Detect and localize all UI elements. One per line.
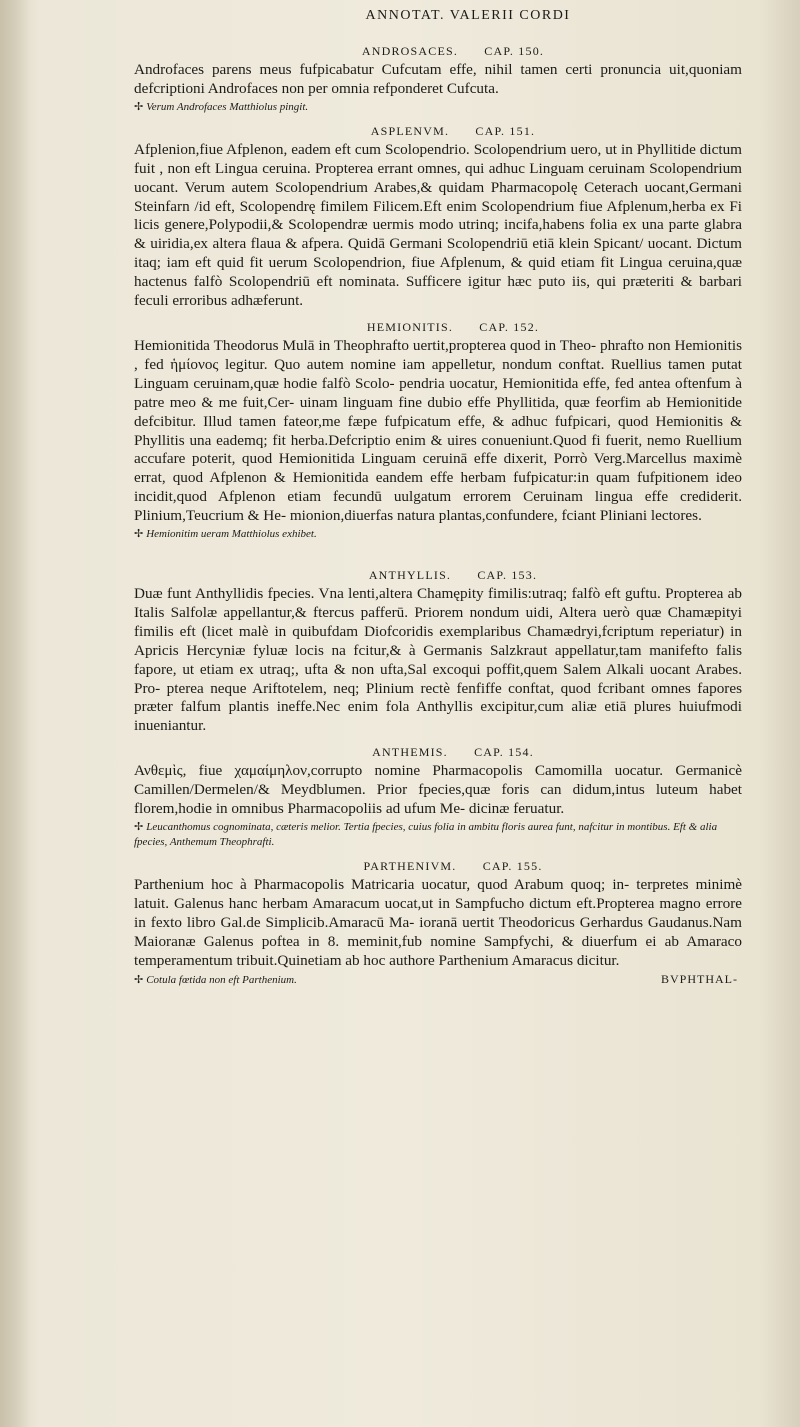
section-title: PARTHENIVM. [363, 859, 457, 873]
section-androsaces [134, 44, 742, 115]
chapter-number: CAP. 153. [477, 568, 538, 583]
marginal-note [134, 820, 742, 850]
section-heading [134, 568, 742, 583]
section-text: Parthenium hoc à Pharmacopolis Matricaria uocatur, quod Arabum quoq; in- terpretes minimè latuit. Galenus hanc herbam Amaracum uocat,ut in Sampfucho dictum eft.Propterea magno errore in fexto libro Gal.de Simplicib.Amaracū Ma- ioranā uertit Theodoricus Gerhardus Gaudanus.Nam Maioranæ Galenus poftea in 8. meminit,fub nomine Sampfychi, & diuerfum ei ab Amaraco temperamentum tribuit.Quinetiam ab hoc authore Parthenium Amaracus dicitur. [134, 876, 742, 969]
note-text: Leucanthomus cognominata, cæteris melior. Tertia fpecies, cuius folia in ambitu floris aurea funt, nafcitur in montibus. Eft & alia fpecies, Anthemum Theophrafti. [134, 821, 718, 848]
section-heading [134, 320, 742, 335]
chapter-number: CAP. 152. [479, 319, 540, 334]
section-text: Ανθεμὶς, fiue χαμαίμηλον,corrupto nomine Pharmacopolis Camomilla uocatur. Germanicè Camillen/Dermelen/& Meydblumen. Prior fpecies,quæ foris can didum,intus luteum habet florem,hodie in omnibus Pharmacopoliis ad ufum Me- dicinæ feruatur. [134, 762, 742, 818]
chapter-number: CAP. 154. [474, 745, 534, 760]
chapter-number: CAP. 151. [475, 123, 536, 138]
section-heading [134, 859, 742, 874]
section-hemionitis [134, 320, 742, 542]
section-heading [134, 124, 742, 139]
running-head: ANNOTAT. VALERII CORDI [365, 8, 571, 23]
section-text: Hemionitida Theodorus Mulā in Theophrafto uertit,propterea quod in Theo- phrafto non Hemionitis , fed ἡμίονος legitur. Quo autem nomine iam appelletur, nondum conftat. Ruellius tamen putat Linguam ceruinam,quæ hodie falfò Scolo- pendria uocatur, Hemionitida effe, fed antea oftenfum à patre meo & me fuit,Cer- uinam linguam fine dubio effe Phyllitida, quæ feorfim ab Hemionitide defcibitur. Illud tamen fateor,me fæpe fufpicatum effe, & adhuc fufpicari, quod Hemionitis & Phyllitis una eademq; fit herba.Defcriptio enim & uires conueniunt.Quod fi fuerit, nemo Ruellium accufare poterit, quod Hemionitida Linguam ceruinā effe dixerit, Porrò Verg.Marcellus maximè errat, quod Afplenon & Hemionitida eandem effe herbam fufpicatur:in quam fufpitionem ideo incidit,quod Afplenon etiam fecundū uulgatum errorem Ceruinam lingua effe crediderit. Plinium,Teucrium & He- mionion,diuerfas natura plantas,confundere, fciant Pliniani lectores. [134, 336, 742, 525]
section-title: ANDROSACES. [361, 44, 459, 58]
section-text: Androfaces parens meus fufpicabatur Cufcutam effe, nihil tamen certi pronuncia uit,quoniam defcriptioni Androfaces non per omnia refponderet Cufcuta. [134, 61, 742, 97]
chapter-number: CAP. 150. [484, 44, 545, 58]
section-title: HEMIONITIS. [366, 319, 454, 334]
section-anthyllis [134, 568, 742, 736]
section-title: ANTHYLLIS. [368, 568, 452, 583]
cross-star-icon: ✢ [134, 973, 144, 986]
page-spine-shadow [0, 0, 30, 1427]
note-text: Cotula fœtida non eft Parthenium. [146, 973, 297, 986]
section-text: Afplenion,fiue Afplenon, eadem eft cum Scolopendrio. Scolopendrium uero, ut in Phyllitide dictum fuit , non eft Lingua ceruina. Propterea errant omnes, qui adhuc Linguam ceruinam Scolopendrium uocant. Verum autem Scolopendrium Arabes,& quidam Pharmacopolę Ceterach uocant,Germani Steinfarn /id eft, Scolopendrę fimilem Filicem.Eft enim Scolopendrium fiue Afplenum,herba ex Fi licis genere,Polypodii,& Scolopendræ uermis modo utrinq; incifa,habens folia ex una parte glabra & uiridia,ex altera flaua & afpera. Quidā Germani Scolopendriū etiā klein Spicant/ uocant. Dictum itaq; iam eft quid fit uerum Scolopendrion, fiue Afplenum, & quid etiam fit Lingua ceruina,quæ hactenus falfò Scolopendriū eft nominata. Sufficere igitur hæc puto iis, qui præteriti & barbari feculi erroribus adhæferunt. [134, 140, 742, 310]
section-title: ASPLENVM. [370, 123, 450, 138]
cross-star-icon: ✢ [134, 821, 144, 833]
marginal-note [134, 973, 297, 988]
section-heading [134, 44, 742, 59]
note-text: Hemionitim ueram Matthiolus exhibet. [146, 528, 317, 541]
page-footer [134, 972, 742, 988]
cross-star-icon: ✢ [134, 528, 144, 541]
catchword: BVPHTHAL- [661, 971, 738, 986]
section-parthenium [134, 859, 742, 988]
section-anthemis [134, 745, 742, 850]
section-heading [134, 745, 742, 760]
chapter-number: CAP. 155. [482, 859, 543, 873]
cross-star-icon: ✢ [134, 100, 144, 113]
marginal-note [134, 527, 742, 542]
note-text: Verum Androfaces Matthiolus pingit. [146, 100, 309, 113]
marginal-note [134, 100, 742, 115]
section-text: Duæ funt Anthyllidis fpecies. Vna lenti,altera Chamępity fimilis:utraq; falfò eft guftu. Propterea ab Italis Salfolæ appellantur,& ftercus pafferū. Priorem nondum uidi, Altera uerò quæ Chamæpityi fimilis eft (licet malè in quibufdam Diofcoridis exemplaribus Chamædryi,fcriptum reperiatur) in Apricis Hercyniæ fyluæ locis na fcitur,& à Germanis Salzkraut appellatur,tam manifefto falis fapore, ut etiam ex utraq;, ufta & non ufta,Sal excoqui poffit,quem Salem Alkali uocant Arabes. Pro- pterea neque Ariftotelem, neq; Plinium rectè fenfiffe conftat, quod fcribant omnes fapores præter falfum plantis ineffe.Nec enim fola Anthyllis excipitur,cum aliæ etiā plures huiufmodi inueniantur. [134, 585, 742, 735]
section-title: ANTHEMIS. [372, 745, 448, 760]
section-asplenum [134, 124, 742, 311]
